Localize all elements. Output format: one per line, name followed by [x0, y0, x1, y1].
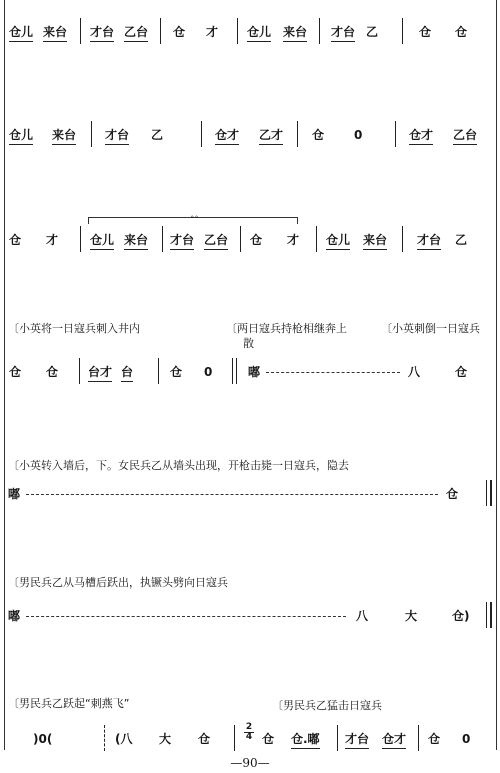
- barline: [337, 725, 338, 751]
- note-token: 才: [287, 233, 300, 247]
- note-token: 仓: [198, 732, 211, 746]
- time-signature-top: 2: [245, 722, 253, 732]
- score-row-5: [0, 486, 500, 516]
- note-token: 嘟: [248, 365, 261, 379]
- barline: [80, 226, 81, 252]
- barline: [80, 18, 81, 44]
- stage-direction: 〔男民兵乙跃起“刺燕飞”: [8, 697, 130, 710]
- note-token: 仓儿: [90, 232, 114, 250]
- note-token: 仓儿: [326, 232, 350, 250]
- note-token: 仓儿: [247, 24, 271, 42]
- note-token: 仓: [428, 732, 441, 746]
- time-signature: [244, 723, 254, 742]
- barline: [162, 226, 163, 252]
- note-token: 乙台: [453, 127, 477, 145]
- barline: [234, 725, 235, 751]
- note-token: 乙才: [259, 127, 283, 145]
- barline: [232, 358, 233, 384]
- barline: [418, 725, 419, 751]
- barline: [158, 358, 159, 384]
- note-token: 来台: [52, 127, 76, 145]
- note-token: 乙: [151, 128, 164, 142]
- score-row-3: [0, 213, 500, 262]
- note-token: 嘟: [8, 487, 21, 501]
- ornament-circles: ∘∘: [190, 213, 199, 221]
- note-token: 仓才: [382, 731, 406, 749]
- note-token: )0(: [33, 732, 53, 746]
- barline: [402, 226, 403, 252]
- note-token: 仓才: [215, 127, 239, 145]
- note-token: 仓: [170, 365, 183, 379]
- note-token: 仓: [250, 233, 263, 247]
- note-token: 乙: [455, 233, 468, 247]
- note-token: 乙台: [124, 24, 148, 42]
- note-token: 仓儿: [9, 24, 33, 42]
- barline: [201, 121, 202, 147]
- note-token: 嘟: [8, 609, 21, 623]
- note-token: (八: [115, 732, 133, 746]
- note-token: 八: [356, 609, 369, 623]
- barline: [240, 226, 241, 252]
- barline: [297, 121, 298, 147]
- note-token: 才台: [105, 127, 129, 145]
- note-token: 台: [121, 364, 133, 382]
- stage-direction: 〔小英将一日寇兵刺入井内: [8, 322, 140, 335]
- note-token: 0: [204, 365, 213, 379]
- note-token: 大: [405, 609, 418, 623]
- barline: [395, 121, 396, 147]
- tempo-marking-free: 散: [243, 337, 254, 350]
- note-token: 才台: [345, 731, 369, 749]
- score-row-4: [0, 364, 500, 394]
- double-barline: [490, 480, 492, 506]
- note-token: 才: [46, 233, 59, 247]
- note-token: 大: [159, 732, 172, 746]
- note-token: 仓: [455, 365, 468, 379]
- score-row-6: [0, 608, 500, 638]
- note-token: 仓: [46, 365, 59, 379]
- stage-direction: 〔小英刺倒一日寇兵: [381, 322, 480, 335]
- roll-line: [26, 494, 438, 495]
- note-token: 乙: [366, 25, 379, 39]
- roll-line: [266, 372, 400, 373]
- barline: [79, 358, 80, 384]
- barline: [402, 18, 403, 44]
- note-token: 仓: [455, 25, 468, 39]
- stage-direction: 〔两日寇兵持枪相继奔上: [226, 322, 347, 335]
- note-token: 来台: [124, 232, 148, 250]
- note-token: 仓才: [409, 127, 433, 145]
- note-token: 才台: [90, 24, 114, 42]
- note-token: 乙台: [204, 232, 228, 250]
- page-number: —90—: [230, 756, 270, 770]
- score-row-1: [0, 24, 500, 54]
- note-token: 才台: [331, 24, 355, 42]
- note-token: 来台: [43, 24, 67, 42]
- stage-direction: 〔男民兵乙猛击日寇兵: [272, 699, 382, 712]
- note-token: 仓.嘟: [291, 731, 320, 749]
- note-token: 来台: [283, 24, 307, 42]
- barline: [160, 18, 161, 44]
- note-token: 台才: [88, 364, 112, 382]
- note-token: 八: [408, 365, 421, 379]
- note-token: 仓: [312, 128, 325, 142]
- dashed-barline: [104, 725, 106, 751]
- note-token: 仓): [452, 609, 470, 623]
- barline: [486, 480, 487, 506]
- note-token: 才台: [170, 232, 194, 250]
- barline: [319, 18, 320, 44]
- barline: [316, 226, 317, 252]
- note-token: 0: [462, 732, 471, 746]
- note-token: 仓: [9, 365, 22, 379]
- note-token: 来台: [363, 232, 387, 250]
- note-token: 才台: [417, 232, 441, 250]
- note-token: 才: [206, 25, 219, 39]
- time-signature-bottom: 4: [245, 732, 253, 742]
- note-token: 仓: [9, 233, 22, 247]
- note-token: 0: [354, 128, 363, 142]
- note-token: 仓儿: [9, 127, 33, 145]
- score-row-2: [0, 127, 500, 157]
- note-token: 仓: [419, 25, 432, 39]
- barline: [237, 18, 238, 44]
- barline: [91, 121, 92, 147]
- note-token: 仓: [446, 487, 459, 501]
- stage-direction: 〔小英转入墙后，下。女民兵乙从墙头出现，开枪击毙一日寇兵，隐去: [8, 459, 349, 472]
- roll-line: [26, 616, 346, 617]
- double-barline: [490, 602, 492, 628]
- stage-direction: 〔男民兵乙从马槽后跃出，执镢头劈向日寇兵: [8, 576, 228, 589]
- barline: [236, 358, 237, 384]
- note-token: 仓: [262, 732, 275, 746]
- barline: [486, 602, 487, 628]
- note-token: 仓: [173, 25, 186, 39]
